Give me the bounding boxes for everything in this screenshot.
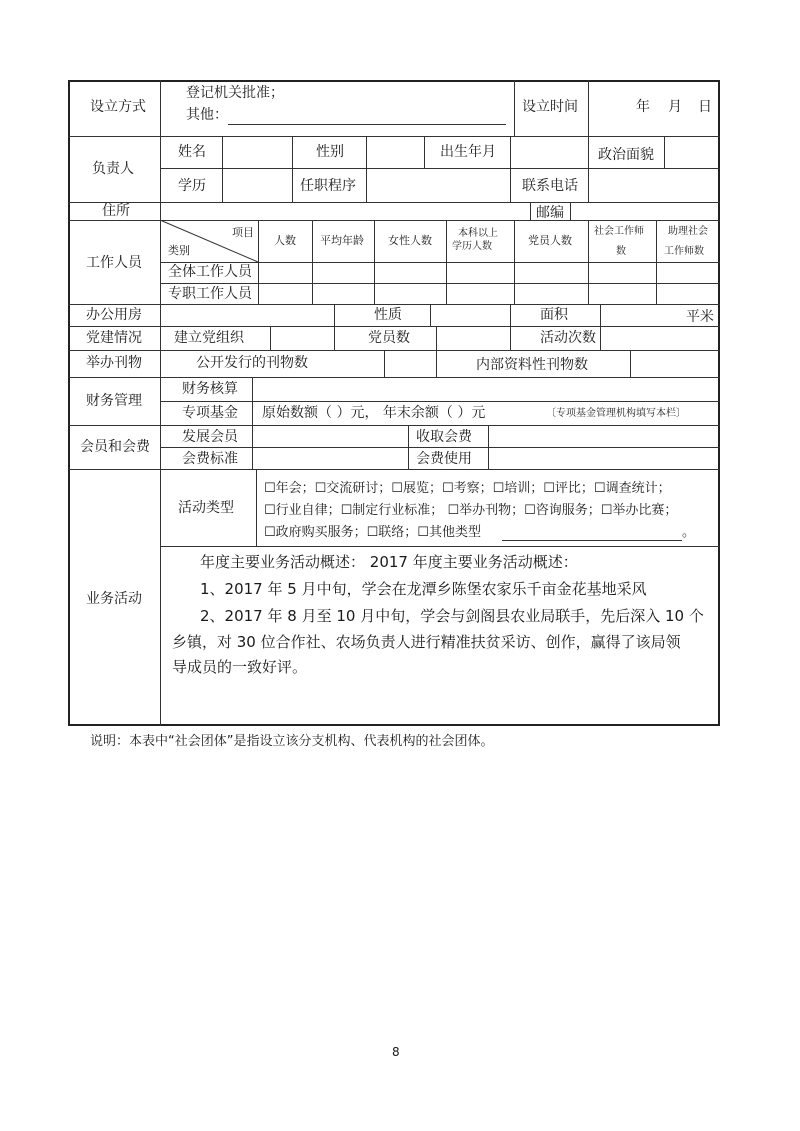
party-label: 党建情况 — [86, 330, 142, 346]
leader-name-label: 姓名 — [178, 144, 206, 160]
other-underline — [228, 124, 506, 125]
footnote: 说明：本表中“社会团体”是指设立该分支机构、代表机构的社会团体。 — [90, 734, 494, 749]
fee-standard: 会费标准 — [182, 451, 238, 467]
leader-gender-label: 性别 — [316, 144, 344, 160]
col-count: 人数 — [274, 234, 296, 247]
internal-publications: 内部资料性刊物数 — [476, 357, 588, 373]
publications-label: 举办刊物 — [86, 355, 142, 371]
office-label: 办公用房 — [86, 307, 142, 323]
summary-line2: 1、2017 年 5 月中旬，学会在龙潭乡陈堡农家乐千亩金花基地采风 — [200, 580, 647, 598]
office-unit: 平米 — [686, 309, 714, 325]
finance-label: 财务管理 — [86, 393, 142, 409]
leader-phone-label: 联系电话 — [522, 178, 578, 194]
collect-fees: 收取会费 — [416, 429, 472, 445]
activity-types-line2: ☐行业自律；☐制定行业标准； ☐举办刊物；☐咨询服务；☐举办比赛； — [264, 503, 678, 518]
summary-line1: 年度主要业务活动概述： 2017 年度主要业务活动概述： — [200, 553, 578, 571]
activity-types-line3-end: 。 — [682, 525, 696, 540]
postcode-label: 邮编 — [536, 205, 564, 221]
establish-label: 设立方式 — [90, 99, 146, 115]
header-category: 类别 — [168, 244, 190, 257]
staff-label: 工作人员 — [86, 255, 142, 271]
col-avg-age: 平均年龄 — [320, 234, 364, 247]
office-nature: 性质 — [374, 307, 402, 323]
membership-label: 会员和会费 — [80, 439, 150, 455]
date-year: 年 — [636, 99, 650, 115]
leader-birth-label: 出生年月 — [440, 144, 496, 160]
summary-line5: 导成员的一致好评。 — [172, 658, 308, 676]
fee-usage: 会费使用 — [416, 451, 472, 467]
business-label: 业务活动 — [86, 591, 142, 607]
new-members: 发展会员 — [182, 429, 238, 445]
establish-option-approval: 登记机关批准； — [186, 85, 284, 101]
col-bachelor-1: 本科以上 — [458, 228, 498, 239]
summary-line3: 2、2017 年 8 月至 10 月中旬，学会与剑阁县农业局联手，先后深入 10 个 — [200, 607, 704, 625]
activity-types-label: 活动类型 — [178, 500, 234, 516]
leader-procedure-label: 任职程序 — [300, 178, 356, 194]
finance-accounting: 财务核算 — [182, 381, 238, 397]
date-month: 月 — [668, 99, 682, 115]
col-assistant-2: 工作师数 — [664, 246, 704, 257]
leader-politics-label: 政治面貌 — [598, 147, 654, 163]
finance-fund-note: 〔专项基金管理机构填写本栏〕 — [546, 408, 686, 419]
row-all-staff: 全体工作人员 — [168, 264, 252, 280]
activity-types-line1: ☐年会；☐交流研讨；☐展览；☐考察；☐培训；☐评比；☐调查统计； — [264, 481, 671, 496]
date-day: 日 — [698, 99, 712, 115]
other-type-underline — [502, 540, 682, 541]
address-label: 住所 — [102, 203, 130, 219]
col-female: 女性人数 — [388, 234, 432, 247]
col-social-worker-2: 数 — [616, 246, 626, 257]
office-area: 面积 — [540, 307, 568, 323]
establish-option-other: 其他： — [186, 107, 228, 123]
activity-types-line3: ☐政府购买服务；☐联络；☐其他类型 — [264, 525, 481, 540]
party-activities: 活动次数 — [540, 330, 596, 346]
row-fulltime-staff: 专职工作人员 — [168, 286, 252, 302]
col-bachelor-2: 学历人数 — [452, 241, 492, 252]
party-members: 党员数 — [368, 330, 410, 346]
establish-time-label: 设立时间 — [522, 99, 578, 115]
summary-line4: 乡镇，对 30 位合作社、农场负责人进行精准扶贫采访、创作，赢得了该局领 — [172, 633, 681, 651]
col-party: 党员人数 — [528, 234, 572, 247]
finance-fund: 专项基金 — [182, 405, 238, 421]
party-org: 建立党组织 — [174, 330, 244, 346]
col-social-worker-1: 社会工作师 — [594, 226, 644, 237]
public-publications: 公开发行的刊物数 — [196, 355, 308, 371]
col-assistant-1: 助理社会 — [668, 226, 708, 237]
header-item: 项目 — [232, 226, 254, 239]
leader-label: 负责人 — [92, 161, 134, 177]
leader-education-label: 学历 — [178, 178, 206, 194]
finance-fund-detail: 原始数额（ ）元， 年末余额（ ）元 — [262, 405, 486, 421]
page-number: 8 — [392, 1045, 400, 1059]
